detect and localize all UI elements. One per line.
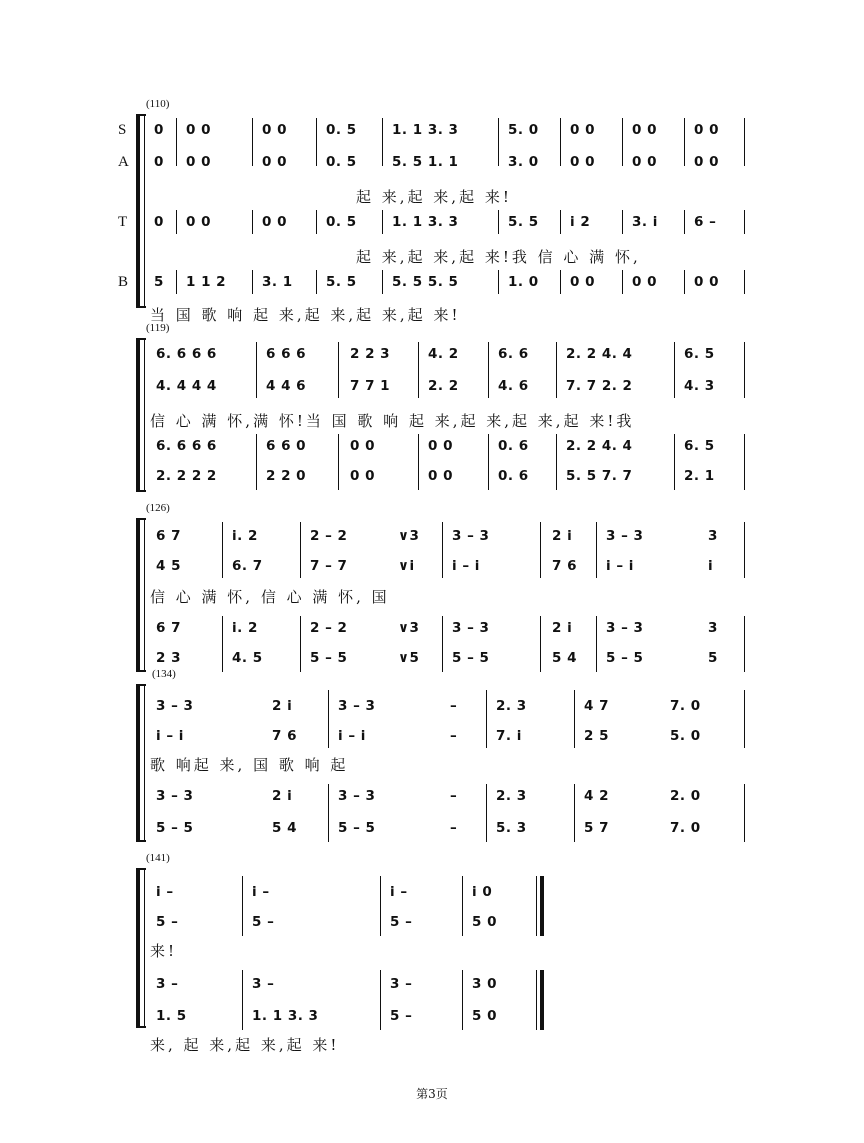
measure-cell: – (450, 698, 458, 714)
measure-cell: 0 0 (186, 154, 211, 170)
measure-cell: 5. 5 7. 7 (566, 468, 633, 484)
measure-cell: i – i (338, 728, 366, 744)
measure-cell: ∨3 (398, 528, 420, 544)
measure-cell: 5 – 5 (156, 820, 194, 836)
barline (462, 876, 463, 936)
measure-cell: 7. 0 (670, 820, 701, 836)
system-bracket (136, 340, 140, 492)
measure-cell: 0 0 (186, 214, 211, 230)
measure-cell: 2. 0 (670, 788, 701, 804)
measure-cell: 0 0 (262, 214, 287, 230)
measure-cell: i. 2 (232, 528, 258, 544)
barline (674, 434, 675, 490)
measure-cell: 0. 6 (498, 438, 529, 454)
barline (252, 118, 253, 166)
measure-cell: 7. 0 (670, 698, 701, 714)
part-label-a: A (118, 154, 129, 170)
measure-cell: 6. 6 6 6 (156, 346, 217, 362)
final-barline (540, 876, 544, 936)
measure-cell: i. 2 (232, 620, 258, 636)
barline (176, 210, 177, 234)
barline (462, 970, 463, 1030)
measure-cell: 2 – 2 (310, 528, 348, 544)
lyric-line: 来! (150, 942, 178, 960)
barline (382, 118, 383, 166)
barline (252, 270, 253, 294)
barline (300, 616, 301, 672)
barline (328, 784, 329, 842)
bracket-cap (136, 306, 146, 308)
measure-cell: 7. 7 2. 2 (566, 378, 633, 394)
measure-cell: 3 – (390, 976, 413, 992)
measure-cell: 3 – 3 (452, 528, 490, 544)
barline (486, 690, 487, 748)
measure-cell: 2. 2 4. 4 (566, 438, 633, 454)
measure-cell: 5 – (252, 914, 275, 930)
barline (316, 118, 317, 166)
lyric-line: 起 来,起 来,起 来! (356, 188, 512, 206)
barline (560, 118, 561, 166)
measure-cell: 7 – 7 (310, 558, 348, 574)
bracket-cap (136, 1026, 146, 1028)
measure-cell: 6 6 6 (266, 346, 307, 362)
measure-number: (119) (146, 322, 170, 334)
measure-cell: 6 7 (156, 528, 181, 544)
bracket-cap (136, 840, 146, 842)
barline (560, 270, 561, 294)
barline (300, 522, 301, 578)
barline (744, 616, 745, 672)
measure-cell: 0 (154, 214, 164, 230)
measure-cell: 7 6 (552, 558, 577, 574)
system-bracket-line (144, 340, 145, 492)
measure-cell: 1. 1 3. 3 (392, 214, 459, 230)
measure-cell: 2 2 0 (266, 468, 307, 484)
measure-cell: 2 5 (584, 728, 609, 744)
measure-cell: 6 7 (156, 620, 181, 636)
measure-cell: 5 – 5 (452, 650, 490, 666)
barline (574, 784, 575, 842)
measure-cell: 3 – 3 (338, 788, 376, 804)
measure-cell: 0 0 (428, 468, 453, 484)
measure-cell: 5. 5 5. 5 (392, 274, 459, 290)
barline (498, 210, 499, 234)
barline (560, 210, 561, 234)
lyric-line: 起 来,起 来,起 来!我 信 心 满 怀, (356, 248, 641, 266)
measure-cell: 6 6 0 (266, 438, 307, 454)
measure-cell: 6. 7 (232, 558, 263, 574)
measure-cell: 2. 3 (496, 788, 527, 804)
measure-cell: 5 – (390, 914, 413, 930)
measure-cell: ∨5 (398, 650, 420, 666)
measure-cell: 3 – 3 (606, 528, 644, 544)
system-bracket-line (144, 686, 145, 842)
lyric-line: 信 心 满 怀,满 怀!当 国 歌 响 起 来,起 来,起 来,起 来!我 (150, 412, 635, 430)
measure-cell: 4. 4 4 4 (156, 378, 217, 394)
measure-cell: 5. 5 1. 1 (392, 154, 459, 170)
measure-cell: 5 – 5 (310, 650, 348, 666)
barline (222, 616, 223, 672)
measure-cell: i – (390, 884, 408, 900)
barline (242, 970, 243, 1030)
measure-cell: i – i (452, 558, 480, 574)
measure-cell: 0 0 (262, 122, 287, 138)
bracket-cap (136, 670, 146, 672)
measure-cell: 4. 6 (498, 378, 529, 394)
system-bracket (136, 520, 140, 672)
barline (596, 616, 597, 672)
measure-cell: i – (156, 884, 174, 900)
system-bracket (136, 686, 140, 842)
barline (442, 616, 443, 672)
measure-number: (141) (146, 852, 170, 864)
measure-cell: 1. 0 (508, 274, 539, 290)
measure-cell: 6. 5 (684, 438, 715, 454)
measure-cell: 2 i (552, 528, 573, 544)
part-label-t: T (118, 214, 128, 230)
measure-cell: – (450, 820, 458, 836)
measure-cell: 0 0 (632, 122, 657, 138)
measure-cell: 3 – 3 (156, 698, 194, 714)
barline (744, 270, 745, 294)
barline (744, 690, 745, 748)
measure-cell: 6. 6 (498, 346, 529, 362)
barline (380, 876, 381, 936)
measure-cell: 3 – 3 (606, 620, 644, 636)
barline (684, 118, 685, 166)
bracket-cap (136, 338, 146, 340)
measure-cell: 5 – (390, 1008, 413, 1024)
measure-cell: 0 (154, 154, 164, 170)
measure-cell: i 0 (472, 884, 493, 900)
measure-cell: 3 – 3 (338, 698, 376, 714)
barline (242, 876, 243, 936)
measure-cell: – (450, 728, 458, 744)
measure-cell: 5. 5 (326, 274, 357, 290)
barline (382, 210, 383, 234)
barline (338, 342, 339, 398)
measure-cell: 0 0 (350, 438, 375, 454)
barline (684, 210, 685, 234)
measure-number: (110) (146, 98, 170, 110)
measure-cell: 4 5 (156, 558, 181, 574)
measure-cell: 0 0 (570, 154, 595, 170)
measure-cell: 4 7 (584, 698, 609, 714)
measure-cell: 2 i (272, 788, 293, 804)
measure-cell: 0 0 (570, 274, 595, 290)
measure-cell: 5 (708, 650, 718, 666)
system-bracket (136, 870, 140, 1028)
measure-cell: ∨i (398, 558, 415, 574)
lyric-line: 信 心 满 怀, 信 心 满 怀, 国 (150, 588, 390, 606)
barline (316, 270, 317, 294)
measure-cell: 4. 5 (232, 650, 263, 666)
measure-cell: 3 – (252, 976, 275, 992)
lyric-line: 当 国 歌 响 起 来,起 来,起 来,起 来! (150, 306, 461, 324)
measure-cell: 3. 1 (262, 274, 293, 290)
measure-cell: i 2 (570, 214, 591, 230)
measure-cell: 0 0 (570, 122, 595, 138)
measure-cell: 4 2 (584, 788, 609, 804)
barline (442, 522, 443, 578)
measure-cell: 0 0 (694, 274, 719, 290)
measure-cell: 5 (154, 274, 164, 290)
part-label-s: S (118, 122, 127, 138)
barline (744, 210, 745, 234)
measure-cell: 0 (154, 122, 164, 138)
barline (540, 522, 541, 578)
measure-cell: 0 0 (694, 122, 719, 138)
barline (574, 690, 575, 748)
bracket-cap (136, 868, 146, 870)
measure-cell: 1. 1 3. 3 (392, 122, 459, 138)
measure-cell: 1. 1 3. 3 (252, 1008, 319, 1024)
measure-cell: 5 0 (472, 1008, 497, 1024)
barline (498, 118, 499, 166)
barline (256, 342, 257, 398)
measure-cell: 2. 2 4. 4 (566, 346, 633, 362)
barline (488, 342, 489, 398)
measure-cell: 2 i (272, 698, 293, 714)
barline (744, 784, 745, 842)
measure-cell: 0. 6 (498, 468, 529, 484)
bracket-cap (136, 684, 146, 686)
barline (540, 616, 541, 672)
lyric-line: 歌 响起 来, 国 歌 响 起 (150, 756, 349, 774)
page-number: 第3页 (416, 1087, 448, 1101)
measure-cell: 3 – (156, 976, 179, 992)
measure-cell: 1 1 2 (186, 274, 227, 290)
barline (316, 210, 317, 234)
measure-cell: 0. 5 (326, 214, 357, 230)
barline (536, 876, 537, 936)
measure-cell: 6 – (694, 214, 717, 230)
measure-cell: 7. i (496, 728, 522, 744)
measure-cell: 0 0 (350, 468, 375, 484)
measure-cell: 5 4 (552, 650, 577, 666)
measure-cell: 2 3 (156, 650, 181, 666)
measure-cell: 2 – 2 (310, 620, 348, 636)
measure-cell: 0 0 (632, 274, 657, 290)
measure-cell: 6. 6 6 6 (156, 438, 217, 454)
measure-cell: i – i (156, 728, 184, 744)
measure-cell: 2. 2 2 2 (156, 468, 217, 484)
barline (744, 522, 745, 578)
measure-cell: 3 0 (472, 976, 497, 992)
barline (556, 434, 557, 490)
measure-cell: 2. 1 (684, 468, 715, 484)
measure-cell: 0. 5 (326, 154, 357, 170)
measure-cell: 2 i (552, 620, 573, 636)
system-bracket-line (144, 116, 145, 308)
measure-cell: 5 – 5 (338, 820, 376, 836)
measure-cell: 0 0 (632, 154, 657, 170)
barline (252, 210, 253, 234)
bracket-cap (136, 490, 146, 492)
barline (176, 118, 177, 166)
measure-cell: 0 0 (428, 438, 453, 454)
measure-cell: 5. 3 (496, 820, 527, 836)
barline (622, 210, 623, 234)
barline (622, 270, 623, 294)
barline (328, 690, 329, 748)
measure-cell: 4 4 6 (266, 378, 307, 394)
system-bracket (136, 116, 140, 308)
barline (674, 342, 675, 398)
measure-cell: 2. 3 (496, 698, 527, 714)
measure-cell: 5 – 5 (606, 650, 644, 666)
measure-number: (126) (146, 502, 170, 514)
measure-cell: 0 0 (186, 122, 211, 138)
barline (536, 970, 537, 1030)
measure-cell: 5 0 (472, 914, 497, 930)
measure-cell: 5 7 (584, 820, 609, 836)
measure-cell: 1. 5 (156, 1008, 187, 1024)
system-bracket-line (144, 870, 145, 1028)
bracket-cap (136, 114, 146, 116)
measure-cell: 3 – 3 (156, 788, 194, 804)
measure-cell: 3 – 3 (452, 620, 490, 636)
measure-cell: 7 7 1 (350, 378, 391, 394)
measure-cell: i (708, 558, 714, 574)
barline (596, 522, 597, 578)
system-bracket-line (144, 520, 145, 672)
measure-cell: 5. 0 (508, 122, 539, 138)
barline (486, 784, 487, 842)
barline (498, 270, 499, 294)
measure-cell: i – (252, 884, 270, 900)
measure-cell: 2 2 3 (350, 346, 391, 362)
barline (744, 118, 745, 166)
measure-cell: 3. 0 (508, 154, 539, 170)
barline (556, 342, 557, 398)
measure-number: (134) (152, 668, 176, 680)
measure-cell: 5. 0 (670, 728, 701, 744)
lyric-line: 来, 起 来,起 来,起 来! (150, 1036, 340, 1054)
barline (684, 270, 685, 294)
barline (176, 270, 177, 294)
barline (744, 342, 745, 398)
measure-cell: 0. 5 (326, 122, 357, 138)
measure-cell: – (450, 788, 458, 804)
measure-cell: 3 (708, 528, 718, 544)
part-label-b: B (118, 274, 129, 290)
barline (256, 434, 257, 490)
measure-cell: 7 6 (272, 728, 297, 744)
measure-cell: 2. 2 (428, 378, 459, 394)
barline (418, 434, 419, 490)
measure-cell: 0 0 (694, 154, 719, 170)
measure-cell: 6. 5 (684, 346, 715, 362)
final-barline (540, 970, 544, 1030)
measure-cell: 5. 5 (508, 214, 539, 230)
measure-cell: 3. i (632, 214, 658, 230)
measure-cell: 4. 2 (428, 346, 459, 362)
bracket-cap (136, 518, 146, 520)
barline (380, 970, 381, 1030)
measure-cell: 5 4 (272, 820, 297, 836)
barline (222, 522, 223, 578)
barline (382, 270, 383, 294)
measure-cell: 3 (708, 620, 718, 636)
measure-cell: i – i (606, 558, 634, 574)
measure-cell: 4. 3 (684, 378, 715, 394)
barline (338, 434, 339, 490)
barline (744, 434, 745, 490)
measure-cell: ∨3 (398, 620, 420, 636)
barline (418, 342, 419, 398)
measure-cell: 5 – (156, 914, 179, 930)
barline (488, 434, 489, 490)
barline (622, 118, 623, 166)
measure-cell: 0 0 (262, 154, 287, 170)
